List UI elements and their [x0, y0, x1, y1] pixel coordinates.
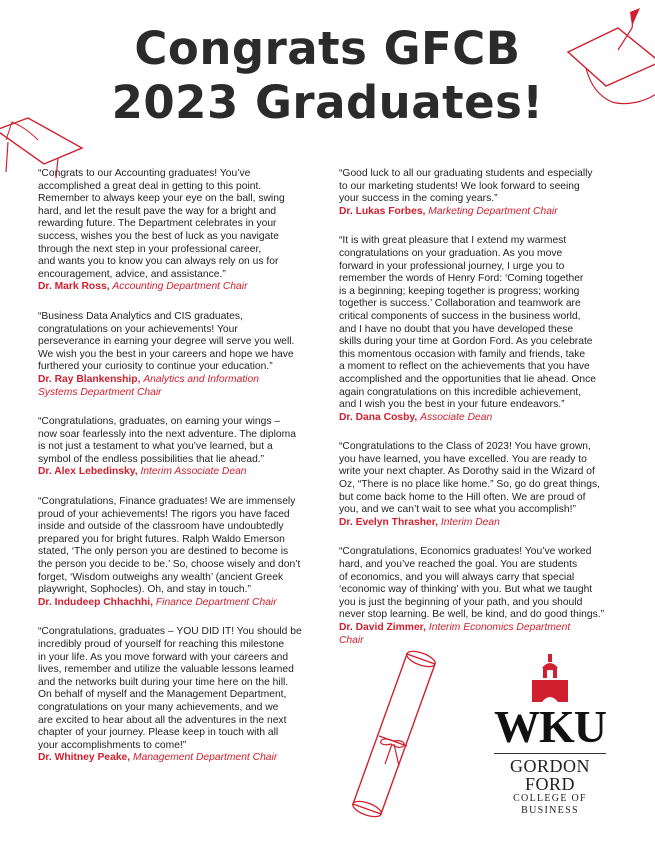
author-role: Finance Department Chair [155, 596, 277, 608]
diploma-scroll-icon [345, 648, 445, 823]
quote-block [38, 416, 330, 479]
quote-text: “Business Data Analytics and CIS graduates, congratulations on your achievements! Your perseverance in earning your degree will serve you well. We wish you the best in your careers and hope we have furthered your curiosity to continue your education.” [38, 310, 295, 373]
title-line-1: Congrats GFCB [134, 22, 521, 75]
quote-attribution [38, 281, 330, 294]
quote-attribution [38, 752, 330, 765]
author-name: Dr. Evelyn Thrasher, [339, 516, 439, 528]
quote-attribution [339, 206, 629, 219]
quote-text: “Congratulations, Economics graduates! You’ve worked hard, and you’ve reached the goal. You are students of economics, and you will always carry that special ‘economic way of thinking’ with you. But what we taught you is just the beginning of your path, and you should never stop learning. Be well, be kind, and do good things.” [339, 546, 605, 621]
quote-block [38, 311, 330, 399]
author-role: Interim Dean [440, 516, 500, 528]
quote-block [339, 168, 629, 218]
author-role: Interim Associate Dean [140, 466, 247, 478]
author-role: Accounting Department Chair [112, 281, 248, 293]
quote-text: “Congratulations, graduates, on earning your wings – now soar fearlessly into the next adventure. The diploma is not just a testament to what you’ve learned, but a symbol of the endless possibilities that lie ahead.” [38, 416, 296, 465]
left-column [38, 168, 330, 782]
cupola-icon [530, 654, 570, 702]
quote-block [38, 626, 330, 765]
author-name: Dr. Ray Blankenship, [38, 373, 141, 385]
quote-block [339, 441, 629, 529]
author-name: Dr. Alex Lebedinsky, [38, 466, 138, 478]
quote-text: “Congratulations, graduates – YOU DID IT! You should be incredibly proud of yourself for reaching this milestone in your life. As you move forward with your careers and lives, remember and utilize the valuable lessons learned and the networks built during your time here on the hill. On behalf of myself and the Management Department, congratulations on your many achievements, and we are excited to hear about all the adventures in the next chapter of your journey. Please keep in touch with all your accomplishments to come!” [38, 626, 302, 751]
graduation-cap-icon [560, 10, 655, 120]
quote-block [38, 496, 330, 609]
graduation-cap-icon [0, 60, 90, 180]
quote-attribution [339, 622, 629, 647]
quote-attribution [339, 517, 629, 530]
author-role: Interim Economics Department Chair [339, 622, 571, 646]
quote-attribution [38, 597, 330, 610]
quote-attribution [38, 374, 330, 399]
title-line-2: 2023 Graduates! [111, 76, 544, 129]
quote-attribution [38, 466, 330, 479]
author-role: Marketing Department Chair [428, 205, 558, 217]
logo-line-2: COLLEGE OF BUSINESS [513, 793, 587, 816]
quote-text: “Congratulations, Finance graduates! We are immensely proud of your achievements! The rigors you have faced inside and outside of the classroom have undoubtedly prepared you for bright futures. Ralph Waldo Emerson stated, ‘The only person you are destined to become is the person you decide to be.’ So, choose wisely and don’t forget, ‘Wisdom outweighs any wealth’ (ancient Greek playwright, Sophocles). Oh, and stay in touch.” [38, 496, 301, 596]
quote-text: “Good luck to all our graduating students and especially to our marketing students! We look forward to seeing your success in the coming years.” [339, 168, 593, 205]
author-name: Dr. David Zimmer, [339, 622, 426, 633]
author-name: Dr. Whitney Peake, [38, 752, 131, 764]
author-name: Dr. Dana Cosby, [339, 411, 418, 423]
author-role: Management Department Chair [133, 752, 278, 764]
logo-line-1: GORDON FORD [509, 756, 590, 794]
quote-block [38, 168, 330, 294]
author-role: Associate Dean [420, 411, 493, 423]
quote-text: “Congratulations to the Class of 2023! You have grown, you have learned, you have excelled. You are ready to write your next chapter. As Dorothy said in the Wizard of Oz, “There is no place like home.” So, go do great things, but come back home to the Hill often. We are proud of you, and we can’t wait to see what you accomplish!” [339, 441, 600, 516]
author-name: Dr. Lukas Forbes, [339, 205, 426, 217]
author-name: Dr. Indudeep Chhachhi, [38, 596, 153, 608]
wku-logo [490, 654, 610, 817]
page-title [0, 22, 655, 130]
quote-attribution [339, 412, 629, 425]
author-role: Analytics and Information Systems Department Chair [38, 373, 259, 398]
wku-wordmark: WKU [494, 701, 606, 752]
right-column [339, 168, 629, 664]
quote-text: “It is with great pleasure that I extend my warmest congratulations on your graduation. As you move forward in your professional journey, I urge you to remember the words of Henry Ford: ‘Coming together is a beginning; keeping together is progress; working together is success.’ Collaboration and teamwork are critical components of success in the business world, and I have no doubt that you have developed these skills during your time at Gordon Ford. As you celebrate this momentous occasion with family and friends, take a moment to reflect on the achievements that you have accomplished and the opportunities that lie ahead. Once again congratulations on this incredible achievement, and I wish you the best in your future endeavors.” [339, 235, 597, 411]
author-name: Dr. Mark Ross, [38, 281, 110, 293]
quote-block [339, 546, 629, 647]
quote-text: “Congrats to our Accounting graduates! You’ve accomplished a great deal in getting to this point. Remember to always keep your eye on the ball, swing hard, and let the result pave the way for a bright and rewarding future. The Department celebrates in your success, wishes you the best of luck as you navigate through the next step in your professional career, and wants you to know you can always rely on us for encouragement, advice, and assistance.” [38, 168, 285, 280]
quote-block [339, 235, 629, 424]
